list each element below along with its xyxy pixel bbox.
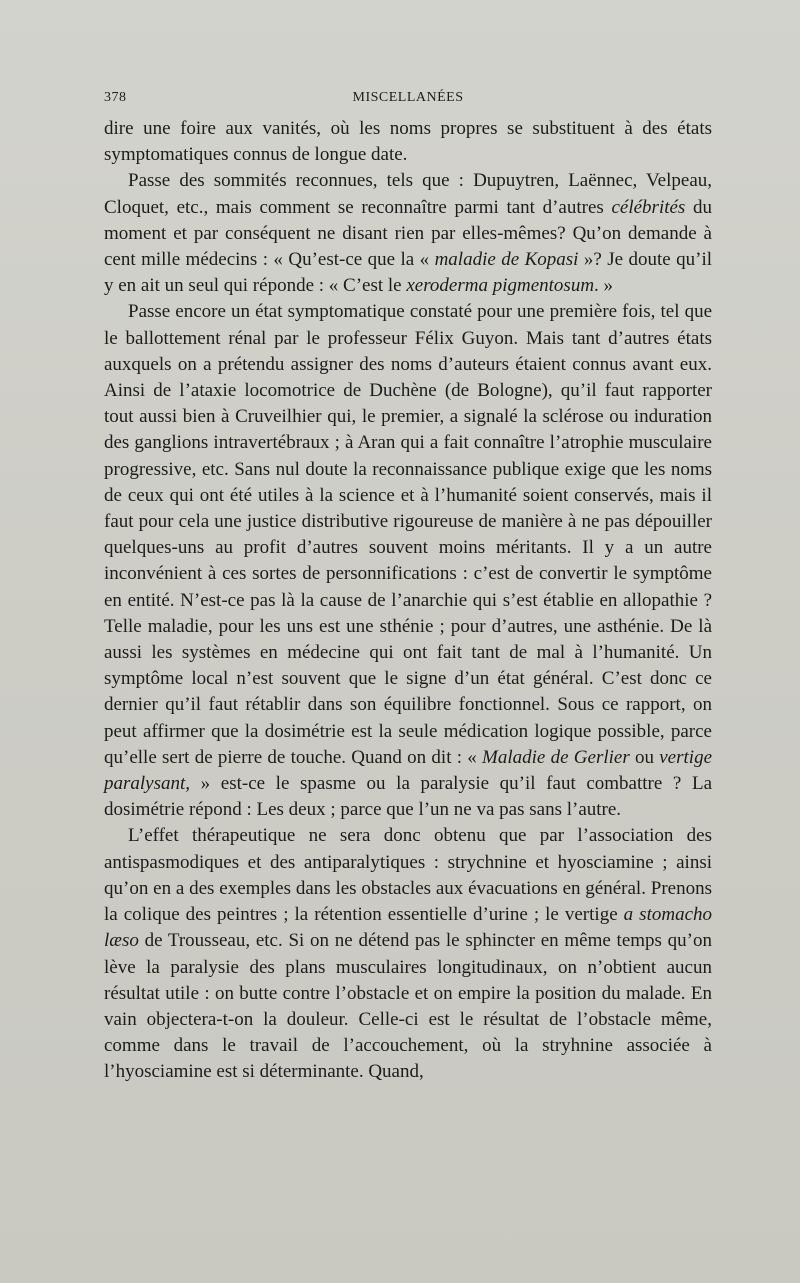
paragraph-continuation: dire une foire aux vanités, où les noms propres se substituent à des états symptomatiques connus de longue date. (104, 118, 712, 166)
body-text (104, 116, 712, 1086)
italic-term: xeroderma pigmentosum (406, 275, 595, 297)
italic-term: maladie de Kopasi (434, 249, 579, 271)
italic-term: Maladie de Gerlier (482, 746, 630, 768)
italic-term: célébrités (611, 196, 686, 218)
page-number: 378 (104, 90, 127, 105)
paragraph-sommites: Passe des sommités reconnues, tels que : Dupuytren, Laënnec, Velpeau, Cloquet, etc., mais comment se reconnaître parmi tant d’autres célébrités du moment et par conséquent ne disant rien par elles-mêmes? Qu’on demande à cent mille médecins : « Qu’est-ce que la « maladie de Kopasi »? Je doute qu’il y en ait un seul qui réponde : « C’est le xeroderma pigmentosum. » (104, 170, 713, 297)
page-header (104, 86, 712, 112)
italic-term: vertige paralysant, (104, 746, 713, 795)
italic-term: a stomacho læso (104, 904, 713, 952)
running-head: MISCELLANÉES (352, 90, 464, 105)
paragraph-etat-symptomatique: Passe encore un état symptomatique constaté pour une première fois, tel que le ballottement rénal par le professeur Félix Guyon. Mais tant d’autres états auxquels on a prétendu assigner des noms d’auteurs étaient connus avant eux. Ainsi de l’ataxie locomotrice de Duchène (de Bologne), qu’il faut rapporter tout aussi bien à Cruveilhier qui, le premier, a signalé la sclérose ou induration des ganglions intravertébraux ; à Aran qui a fait connaître l’atrophie musculaire progressive, etc. Sans nul doute la reconnaissance publique exige que les noms de ceux qui ont été utiles à la science et à l’humanité soient conservés, mais il faut pour cela une justice distributive rigoureuse de manière à ne pas dépouiller quelques-uns au profit d’autres souvent moins méritants. Il y a un autre inconvénient à ces sortes de personnifications : c’est de convertir le symptôme en entité. N’est-ce pas là la cause de l’anarchie qui s’est établie en allopathie ? Telle maladie, pour les uns est une sthénie ; pour d’autres, une asthénie. De là aussi les systèmes en médecine qui ont fait tant de mal à l’humanité. Un symptôme local n’est souvent que le signe d’un état général. C’est donc ce dernier qu’il faut rétablir dans son équilibre fonctionnel. Sous ce rapport, on peut affirmer que la dosimétrie est la seule médication logique possible, parce qu’elle sert de pierre de touche. Quand on dit : « Maladie de Gerlier ou vertige paralysant, » est-ce le spasme ou la paralysie qu’il faut combattre ? La dosimétrie répond : Les deux ; parce que l’un ne va pas sans l’autre. (104, 301, 713, 821)
paragraph-effet-therapeutique: L’effet thérapeutique ne sera donc obtenu que par l’association des antispasmodiques et des antiparalytiques : strychnine et hyosciamine ; ainsi qu’on en a des exemples dans les obstacles aux évacuations en général. Prenons la colique des peintres ; la rétention essentielle d’urine ; le vertige a stomacho læso de Trousseau, etc. Si on ne détend pas le sphincter en même temps qu’on lève la paralysie des plans musculaires longitudinaux, on n’obtient aucun résultat utile : on butte contre l’obstacle et on empire la position du malade. En vain objectera-t-on la douleur. Celle-ci est le résultat de l’obstacle même, comme dans le travail de l’accouchement, où la stryhnine associée à l’hyosciamine est si déterminante. Quand, (104, 825, 713, 1083)
